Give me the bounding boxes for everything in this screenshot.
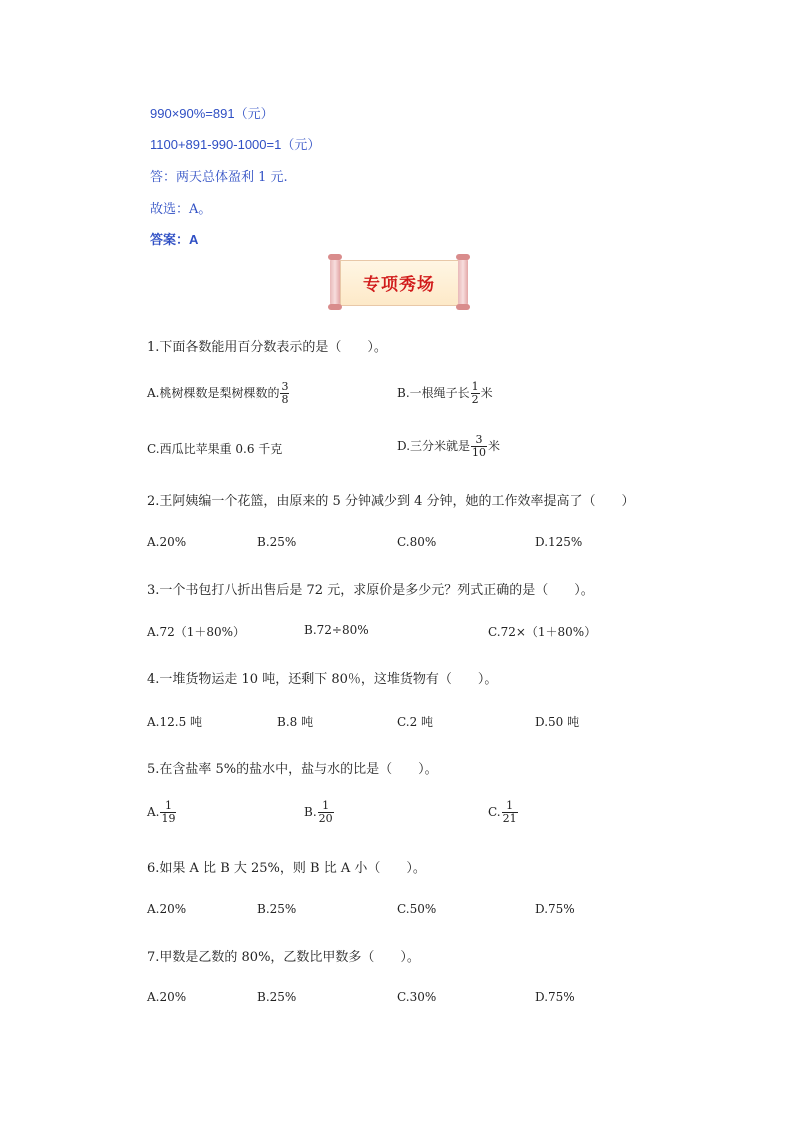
- solution-line-2: 1100+891-990-1000=1（元）: [150, 137, 321, 152]
- question-7-option-a: A.20%: [147, 990, 187, 1004]
- fraction-denominator: 2: [471, 393, 479, 406]
- fraction: [318, 800, 334, 825]
- section-banner: [328, 256, 470, 308]
- option-text: A.桃树棵数是梨树棵数的: [147, 386, 280, 400]
- question-1-stem: 1.下面各数能用百分数表示的是（ ）。: [147, 340, 387, 355]
- scroll-cap: [328, 304, 342, 310]
- option-text: C.: [488, 805, 501, 819]
- question-7-stem: 7.甲数是乙数的 80%，乙数比甲数多（ ）。: [147, 950, 420, 965]
- final-answer-label: 答案：: [150, 232, 190, 247]
- question-2-option-d: D.125%: [535, 535, 583, 549]
- question-5-option-c: [488, 800, 519, 825]
- fraction-denominator: 8: [281, 393, 289, 406]
- question-2-option-b: B.25%: [257, 535, 297, 549]
- question-1-option-a: [147, 381, 290, 406]
- scroll-rod-left: [330, 256, 340, 308]
- question-7-option-d: D.75%: [535, 990, 575, 1004]
- fraction: [502, 800, 518, 825]
- option-text: A.: [147, 805, 160, 819]
- solution-line-1: 990×90%=891（元）: [150, 106, 274, 121]
- question-2-option-c: C.80%: [397, 535, 437, 549]
- question-4-option-d: D.50 吨: [535, 715, 580, 729]
- question-4-stem: 4.一堆货物运走 10 吨，还剩下 80％，这堆货物有（ ）。: [147, 672, 498, 687]
- fraction-denominator: 20: [318, 812, 333, 825]
- fraction-numerator: 3: [281, 380, 289, 393]
- question-5-stem: 5.在含盐率 5%的盐水中，盐与水的比是（ ）。: [147, 762, 438, 777]
- question-1-option-c: C.西瓜比苹果重 0.6 千克: [147, 442, 283, 456]
- question-5-option-a: [147, 800, 177, 825]
- question-3-option-c: C.72×（1＋80%）: [488, 625, 597, 639]
- question-7-option-b: B.25%: [257, 990, 297, 1004]
- fraction-numerator: 1: [164, 799, 172, 812]
- fraction-numerator: 1: [506, 799, 514, 812]
- scroll-rod-right: [458, 256, 468, 308]
- option-text: B.一根绳子长: [397, 386, 470, 400]
- question-5-option-b: [304, 800, 335, 825]
- fraction: [471, 434, 487, 459]
- scroll-cap: [456, 304, 470, 310]
- question-4-option-a: A.12.5 吨: [147, 715, 203, 729]
- fraction-denominator: 19: [161, 812, 176, 825]
- option-text: B.: [304, 805, 317, 819]
- question-4-option-c: C.2 吨: [397, 715, 434, 729]
- question-3-option-a: A.72（1＋80%）: [147, 625, 246, 639]
- question-2-stem: 2.王阿姨编一个花篮，由原来的 5 分钟减少到 4 分钟，她的工作效率提高了（ ）: [147, 494, 635, 509]
- option-text: D.三分米就是: [397, 439, 471, 453]
- scroll-cap: [456, 254, 470, 260]
- question-1-option-d: [397, 434, 500, 459]
- question-6-option-b: B.25%: [257, 902, 297, 916]
- fraction-numerator: 1: [322, 799, 330, 812]
- fraction: [280, 381, 289, 406]
- solution-choice-line: 故选：A。: [150, 202, 212, 217]
- question-6-option-d: D.75%: [535, 902, 575, 916]
- question-6-stem: 6.如果 A 比 B 大 25%，则 B 比 A 小（ ）。: [147, 861, 426, 876]
- question-3-stem: 3.一个书包打八折出售后是 72 元，求原价是多少元？列式正确的是（ ）。: [147, 583, 594, 598]
- banner-title: 专项秀场: [363, 274, 435, 295]
- final-answer: [150, 229, 198, 248]
- question-1-option-b: [397, 381, 493, 406]
- solution-answer-line: 答：两天总体盈利 1 元.: [150, 170, 288, 185]
- option-unit: 米: [480, 386, 493, 400]
- fraction: [471, 381, 480, 406]
- question-6-option-c: C.50%: [397, 902, 437, 916]
- question-7-option-c: C.30%: [397, 990, 437, 1004]
- question-2-option-a: A.20%: [147, 535, 187, 549]
- fraction: [160, 800, 176, 825]
- fraction-denominator: 21: [502, 812, 517, 825]
- question-6-option-a: A.20%: [147, 902, 187, 916]
- fraction-numerator: 3: [475, 433, 483, 446]
- option-unit: 米: [488, 439, 501, 453]
- question-3-option-b: B.72÷80%: [304, 623, 369, 637]
- final-answer-value: A: [189, 232, 199, 247]
- fraction-denominator: 10: [472, 446, 487, 459]
- question-4-option-b: B.8 吨: [277, 715, 314, 729]
- fraction-numerator: 1: [471, 380, 479, 393]
